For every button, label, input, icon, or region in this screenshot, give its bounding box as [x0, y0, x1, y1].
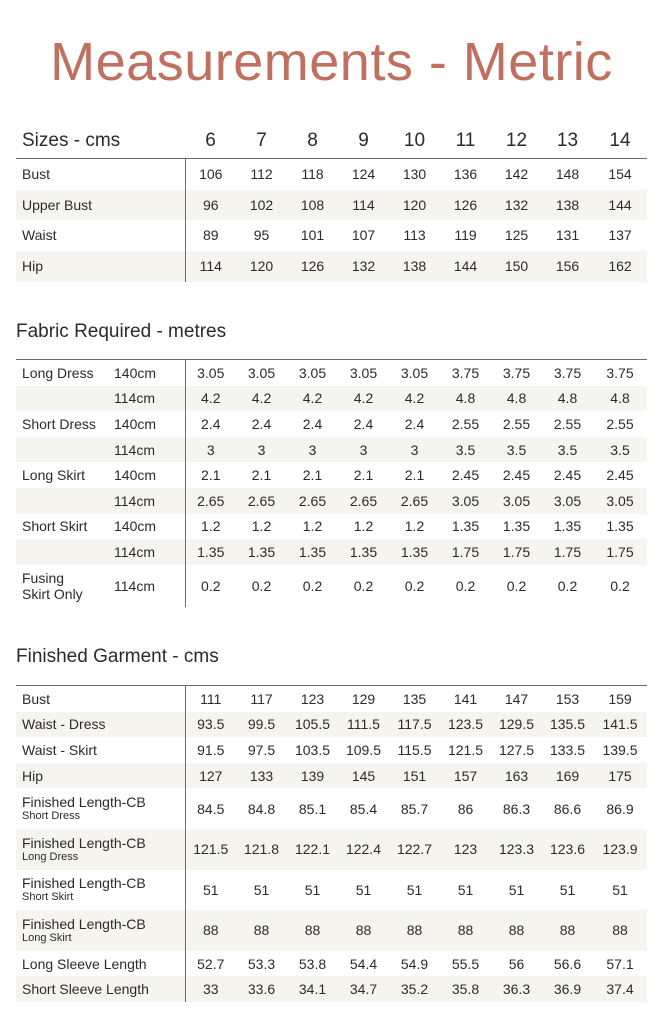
value-cell: 88 [236, 910, 287, 951]
value-cell: 86.3 [502, 800, 531, 817]
row-label: Upper Bust [16, 190, 185, 221]
row-label: Short Skirt [22, 518, 88, 535]
value-cell: 151 [389, 763, 440, 789]
value-cell: 163 [491, 763, 542, 789]
value-cell: 2.4 [185, 411, 236, 437]
value-cell: 3.5 [491, 437, 542, 463]
row-sublabel: Long Skirt [22, 931, 72, 944]
value-cell: 2.1 [185, 462, 236, 488]
value-cell: 4.2 [338, 386, 389, 412]
value-cell: 137 [608, 227, 632, 244]
value-cell: 2.45 [502, 467, 531, 484]
value-cell: 88 [338, 910, 389, 951]
fabric-width: 114cm [114, 437, 185, 463]
value-cell: 4.2 [185, 386, 236, 412]
row-label [16, 437, 114, 463]
value-cell: 4.2 [236, 386, 287, 412]
value-cell: 124 [351, 166, 376, 183]
row-label: Long Dress [22, 364, 94, 381]
finished-section-title: Finished Garment - cms [16, 646, 219, 667]
value-cell: 51 [559, 881, 576, 898]
value-cell: 51 [457, 881, 474, 898]
value-cell: 3.5 [542, 437, 593, 463]
value-cell: 0.2 [353, 577, 374, 594]
table-row [16, 514, 647, 540]
value-cell: 0.2 [302, 577, 323, 594]
value-cell: 123 [300, 690, 325, 707]
value-cell: 1.35 [451, 518, 480, 535]
table-row [16, 386, 647, 412]
value-cell: 89 [185, 220, 236, 251]
table-row [16, 737, 647, 763]
value-cell: 34.7 [338, 976, 389, 1002]
value-cell: 3.05 [247, 364, 276, 381]
value-cell: 126 [440, 190, 491, 221]
table-row [16, 462, 647, 488]
value-cell: 120 [389, 190, 440, 221]
value-cell: 51 [304, 881, 321, 898]
value-cell: 1.2 [251, 518, 272, 535]
fabric-width: 114cm [114, 577, 155, 594]
value-cell: 1.35 [338, 539, 389, 565]
value-cell: 86.9 [606, 800, 634, 817]
value-cell: 139.5 [602, 741, 638, 758]
row-label [16, 386, 114, 412]
value-cell: 36.9 [542, 976, 593, 1002]
value-cell: 135 [402, 690, 427, 707]
value-cell: 144 [593, 190, 647, 221]
value-cell: 3.05 [593, 488, 647, 514]
size-header: 11 [440, 124, 491, 159]
value-cell: 36.3 [491, 976, 542, 1002]
row-sublabel: Short Dress [22, 810, 81, 823]
value-cell: 122.7 [389, 829, 440, 870]
value-cell: 114 [338, 190, 389, 221]
value-cell: 1.35 [236, 539, 287, 565]
fabric-width: 114cm [114, 386, 185, 412]
row-label: Bust [22, 166, 51, 183]
table-row [16, 910, 647, 951]
row-label [16, 565, 114, 607]
value-cell: 2.1 [251, 467, 272, 484]
value-cell: 147 [504, 690, 529, 707]
value-cell: 154 [608, 166, 632, 183]
value-cell: 2.55 [606, 415, 634, 432]
value-cell: 34.1 [287, 976, 338, 1002]
row-label [16, 488, 114, 514]
value-cell: 86 [457, 800, 474, 817]
value-cell: 109.5 [345, 741, 382, 758]
value-cell: 1.75 [542, 539, 593, 565]
value-cell: 2.4 [302, 415, 323, 432]
value-cell: 53.8 [298, 955, 327, 972]
size-header: 10 [389, 124, 440, 159]
value-cell: 4.2 [389, 386, 440, 412]
value-cell: 4.8 [593, 386, 647, 412]
value-cell: 52.7 [185, 951, 236, 977]
table-row [16, 763, 647, 789]
row-label: Waist [22, 227, 57, 244]
table-row [16, 251, 647, 282]
value-cell: 3.05 [185, 360, 236, 386]
value-cell: 1.35 [389, 539, 440, 565]
value-cell: 33.6 [236, 976, 287, 1002]
value-cell: 4.8 [491, 386, 542, 412]
value-cell: 3.75 [553, 364, 582, 381]
row-label-main: Finished Length-CB [22, 794, 146, 811]
value-cell: 56 [508, 955, 525, 972]
value-cell: 3.05 [542, 488, 593, 514]
row-label: Hip [16, 251, 185, 282]
value-cell: 2.65 [389, 488, 440, 514]
value-cell: 1.35 [606, 518, 634, 535]
fabric-width: 114cm [114, 539, 185, 565]
value-cell: 88 [440, 910, 491, 951]
value-cell: 95 [253, 227, 270, 244]
row-label [16, 910, 185, 951]
value-cell: 1.35 [502, 518, 531, 535]
size-header: 8 [287, 124, 338, 159]
value-cell: 84.8 [247, 800, 276, 817]
value-cell: 1.35 [553, 518, 582, 535]
value-cell: 93.5 [185, 712, 236, 738]
value-cell: 54.9 [400, 955, 429, 972]
fabric-width: 140cm [114, 415, 157, 432]
value-cell: 101 [300, 227, 325, 244]
value-cell: 138 [542, 190, 593, 221]
value-cell: 3.05 [298, 364, 327, 381]
table-row [16, 360, 647, 386]
value-cell: 122.1 [287, 829, 338, 870]
row-label: Short Sleeve Length [16, 976, 185, 1002]
value-cell: 0.2 [251, 577, 272, 594]
value-cell: 91.5 [185, 737, 236, 763]
value-cell: 112 [250, 166, 273, 183]
value-cell: 1.75 [491, 539, 542, 565]
value-cell: 4.2 [287, 386, 338, 412]
value-cell: 0.2 [557, 577, 578, 594]
value-cell: 123.9 [593, 829, 647, 870]
value-cell: 2.1 [404, 467, 425, 484]
value-cell: 153 [555, 690, 580, 707]
size-header: 12 [491, 124, 542, 159]
value-cell: 129.5 [491, 712, 542, 738]
table-row [16, 411, 647, 437]
value-cell: 127 [185, 763, 236, 789]
value-cell: 111 [185, 686, 236, 712]
row-label: Long Sleeve Length [22, 955, 147, 972]
value-cell: 175 [593, 763, 647, 789]
value-cell: 51 [253, 881, 270, 898]
value-cell: 131 [555, 227, 580, 244]
fabric-width: 114cm [114, 488, 185, 514]
value-cell: 117.5 [389, 712, 440, 738]
value-cell: 1.2 [353, 518, 374, 535]
value-cell: 156 [542, 251, 593, 282]
value-cell: 2.55 [451, 415, 480, 432]
row-label [16, 870, 185, 911]
value-cell: 105.5 [287, 712, 338, 738]
value-cell: 136 [453, 166, 478, 183]
value-cell: 2.45 [451, 467, 480, 484]
value-cell: 111.5 [338, 712, 389, 738]
value-cell: 2.65 [236, 488, 287, 514]
value-cell: 133 [236, 763, 287, 789]
value-cell: 3.05 [491, 488, 542, 514]
value-cell: 3 [389, 437, 440, 463]
page-title: Measurements - Metric [50, 32, 613, 92]
value-cell: 130 [402, 166, 427, 183]
value-cell: 148 [555, 166, 580, 183]
value-cell: 1.35 [287, 539, 338, 565]
value-cell: 0.2 [185, 565, 236, 607]
size-header: 6 [185, 124, 236, 159]
value-cell: 2.1 [302, 467, 323, 484]
value-cell: 96 [185, 190, 236, 221]
size-header: 7 [236, 124, 287, 159]
value-cell: 141 [453, 690, 478, 707]
value-cell: 123.3 [491, 829, 542, 870]
value-cell: 4.8 [542, 386, 593, 412]
value-cell: 159 [608, 690, 632, 707]
value-cell: 2.4 [404, 415, 425, 432]
value-cell: 141.5 [593, 712, 647, 738]
sizes-header-label: Sizes - cms [16, 124, 185, 159]
row-label: Long Skirt [22, 467, 86, 484]
value-cell: 88 [185, 910, 236, 951]
value-cell: 145 [338, 763, 389, 789]
body-measurements-table [16, 124, 647, 282]
table-row [16, 686, 647, 712]
value-cell: 1.2 [302, 518, 323, 535]
value-cell: 51 [185, 870, 236, 911]
sizes-header-row [16, 124, 647, 159]
value-cell: 126 [287, 251, 338, 282]
value-cell: 132 [338, 251, 389, 282]
value-cell: 51 [355, 881, 372, 898]
fabric-width: 140cm [114, 518, 157, 535]
row-label: Hip [16, 763, 185, 789]
value-cell: 97.5 [247, 741, 276, 758]
size-header: 9 [338, 124, 389, 159]
value-cell: 132 [491, 190, 542, 221]
value-cell: 114 [185, 251, 236, 282]
value-cell: 3 [287, 437, 338, 463]
value-cell: 3.75 [451, 364, 480, 381]
row-label [16, 788, 185, 829]
value-cell: 1.2 [404, 518, 425, 535]
value-cell: 120 [236, 251, 287, 282]
value-cell: 55.5 [451, 955, 480, 972]
value-cell: 162 [593, 251, 647, 282]
value-cell: 113 [403, 227, 426, 244]
value-cell: 107 [351, 227, 376, 244]
value-cell: 53.3 [247, 955, 276, 972]
value-cell: 142 [504, 166, 529, 183]
value-cell: 1.75 [593, 539, 647, 565]
row-label: Bust [22, 690, 51, 707]
row-label [16, 539, 114, 565]
row-label: Waist - Skirt [22, 741, 97, 758]
value-cell: 2.45 [553, 467, 582, 484]
table-row [16, 488, 647, 514]
value-cell: 3 [185, 437, 236, 463]
value-cell: 54.4 [349, 955, 378, 972]
value-cell: 1.75 [440, 539, 491, 565]
value-cell: 135.5 [542, 712, 593, 738]
value-cell: 3.5 [440, 437, 491, 463]
finished-garment-table [16, 685, 647, 1002]
row-sublabel: Short Skirt [22, 891, 74, 904]
value-cell: 88 [389, 910, 440, 951]
value-cell: 33 [185, 976, 236, 1002]
value-cell: 3.05 [349, 364, 378, 381]
value-cell: 3.05 [400, 364, 429, 381]
fabric-width: 140cm [114, 467, 157, 484]
value-cell: 106 [185, 159, 236, 190]
row-sublabel: Long Dress [22, 850, 79, 863]
value-cell: 0.2 [506, 577, 527, 594]
value-cell: 86.6 [553, 800, 582, 817]
table-row [16, 190, 647, 221]
value-cell: 138 [389, 251, 440, 282]
table-row [16, 565, 647, 607]
value-cell: 2.65 [185, 488, 236, 514]
table-row [16, 976, 647, 1002]
value-cell: 2.65 [287, 488, 338, 514]
row-label: Short Dress [22, 415, 96, 432]
value-cell: 88 [287, 910, 338, 951]
value-cell: 169 [542, 763, 593, 789]
table-row [16, 788, 647, 829]
value-cell: 102 [236, 190, 287, 221]
table-row [16, 829, 647, 870]
row-label [16, 829, 185, 870]
value-cell: 35.2 [389, 976, 440, 1002]
table-row [16, 951, 647, 977]
value-cell: 85.4 [349, 800, 378, 817]
value-cell: 3 [236, 437, 287, 463]
value-cell: 51 [508, 881, 525, 898]
fabric-section-title: Fabric Required - metres [16, 321, 227, 342]
value-cell: 0.2 [455, 577, 476, 594]
value-cell: 2.65 [338, 488, 389, 514]
value-cell: 85.1 [298, 800, 327, 817]
value-cell: 88 [593, 910, 647, 951]
value-cell: 118 [301, 166, 324, 183]
row-label-main: Finished Length-CB [22, 915, 146, 932]
value-cell: 123 [440, 829, 491, 870]
value-cell: 1.35 [185, 539, 236, 565]
value-cell: 129 [351, 690, 376, 707]
value-cell: 108 [287, 190, 338, 221]
row-label: Waist - Dress [16, 712, 185, 738]
value-cell: 35.8 [440, 976, 491, 1002]
value-cell: 2.4 [353, 415, 374, 432]
table-row [16, 539, 647, 565]
value-cell: 121.5 [185, 829, 236, 870]
value-cell: 2.45 [606, 467, 634, 484]
value-cell: 56.6 [553, 955, 582, 972]
value-cell: 37.4 [593, 976, 647, 1002]
value-cell: 3.75 [606, 364, 634, 381]
value-cell: 2.55 [502, 415, 531, 432]
row-label-main: Finished Length-CB [22, 834, 146, 851]
value-cell: 103.5 [294, 741, 331, 758]
value-cell: 2.55 [553, 415, 582, 432]
fabric-width: 140cm [114, 364, 157, 381]
value-cell: 57.1 [606, 955, 634, 972]
value-cell: 139 [287, 763, 338, 789]
row-label-line: Skirt Only [22, 585, 83, 602]
value-cell: 122.4 [338, 829, 389, 870]
value-cell: 144 [440, 251, 491, 282]
value-cell: 121.5 [447, 741, 484, 758]
value-cell: 51 [406, 881, 423, 898]
value-cell: 119 [454, 227, 477, 244]
value-cell: 125 [504, 227, 529, 244]
value-cell: 88 [542, 910, 593, 951]
value-cell: 99.5 [236, 712, 287, 738]
row-label-line: Fusing [22, 569, 65, 586]
value-cell: 1.2 [185, 514, 236, 540]
value-cell: 3.5 [593, 437, 647, 463]
value-cell: 123.6 [542, 829, 593, 870]
value-cell: 123.5 [440, 712, 491, 738]
value-cell: 84.5 [185, 788, 236, 829]
table-row [16, 220, 647, 251]
value-cell: 4.8 [440, 386, 491, 412]
row-label-main: Finished Length-CB [22, 875, 146, 892]
size-header: 13 [542, 124, 593, 159]
value-cell: 2.4 [251, 415, 272, 432]
value-cell: 157 [440, 763, 491, 789]
table-row [16, 870, 647, 911]
value-cell: 3.75 [502, 364, 531, 381]
size-header: 14 [593, 124, 647, 159]
value-cell: 3 [338, 437, 389, 463]
value-cell: 0.2 [404, 577, 425, 594]
value-cell: 2.1 [353, 467, 374, 484]
table-row [16, 712, 647, 738]
table-row [16, 159, 647, 190]
value-cell: 3.05 [440, 488, 491, 514]
value-cell: 115.5 [397, 741, 432, 758]
value-cell: 85.7 [400, 800, 429, 817]
table-row [16, 437, 647, 463]
value-cell: 88 [491, 910, 542, 951]
value-cell: 127.5 [498, 741, 535, 758]
value-cell: 121.8 [236, 829, 287, 870]
value-cell: 51 [612, 881, 628, 898]
value-cell: 150 [491, 251, 542, 282]
value-cell: 0.2 [610, 577, 630, 594]
fabric-required-table [16, 359, 647, 607]
value-cell: 133.5 [549, 741, 586, 758]
value-cell: 117 [250, 690, 273, 707]
